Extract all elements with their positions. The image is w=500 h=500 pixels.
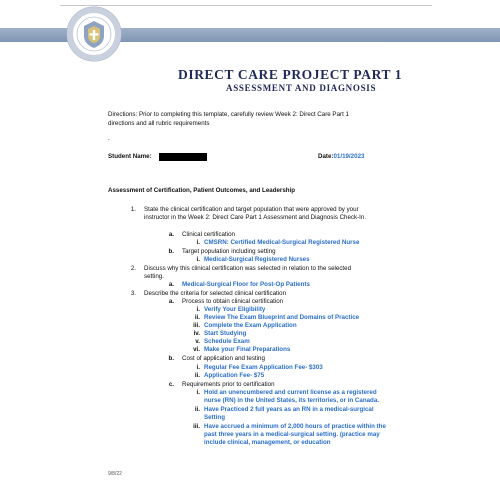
req-ii-numeral: ii. [194, 406, 200, 413]
redacted-student-name [159, 153, 207, 161]
cost-item: Application Fee- $75 [204, 372, 265, 379]
q3c-letter: c. [168, 381, 174, 388]
section-heading: Assessment of Certification, Patient Outcomes, and Leadership [108, 187, 296, 194]
req-i-numeral: i. [196, 389, 200, 396]
step-numeral: ii. [194, 314, 200, 321]
step-numeral: v. [195, 338, 200, 345]
q1-line-2: instructor in the Week 2: Direct Care Part 1 Assessment and Diagnosis Check-In. [144, 214, 367, 221]
q1a-letter: a. [168, 231, 174, 238]
university-seal-logo [66, 6, 122, 62]
step-item: Schedule Exam [204, 338, 250, 345]
document-subtitle: ASSESSMENT AND DIAGNOSIS [226, 83, 377, 93]
req-i-line-2: nurse (RN) in the United States, its territories, or in Canada. [204, 397, 379, 404]
step-numeral: i. [196, 306, 200, 313]
step-item: Complete the Exam Application [204, 322, 297, 329]
document-title: DIRECT CARE PROJECT PART 1 [178, 67, 403, 82]
q1b-letter: b. [168, 248, 174, 255]
q2a-letter: a. [168, 281, 174, 288]
step-numeral: vi. [193, 346, 200, 353]
q1b-i-numeral: i. [196, 256, 200, 263]
req-iii-line-3: include clinical, management, or education [204, 439, 331, 446]
q2-number: 2. [130, 265, 136, 272]
q3a-label: Process to obtain clinical certification [182, 298, 284, 305]
req-ii-line-1: Have Practiced 2 full years as an RN in a medical-surgical [204, 406, 374, 413]
q1b-label: Target population including setting [182, 248, 276, 255]
cost-numeral: i. [196, 364, 200, 371]
q3b-label: Cost of application and testing [182, 355, 265, 362]
q3b-letter: b. [168, 355, 174, 362]
step-item: Verify Your Eligibility [204, 306, 266, 313]
directions-dot: . [108, 135, 110, 142]
req-iii-line-1: Have accrued a minimum of 2,000 hours of practice within the [204, 423, 386, 430]
q2-line-2: setting. [144, 273, 164, 280]
directions-line-1: Directions: Prior to completing this template, carefully review Week 2: Direct Care Part 1 [108, 111, 349, 118]
date-field [318, 153, 364, 161]
q1a-certification: CMSRN: Certified Medical-Surgical Registered Nurse [204, 239, 360, 246]
q1b-population: Medical-Surgical Registered Nurses [204, 256, 310, 263]
q3-line-1: Describe the criteria for selected clinical certification [144, 290, 287, 297]
footer-version: 9/8/22 [108, 471, 122, 477]
step-numeral: iii. [193, 322, 200, 329]
step-numeral: iv. [193, 330, 200, 337]
q1a-label: Clinical certification [182, 231, 235, 238]
req-i-line-1: Hold an unencumbered and current license as a registered [204, 389, 377, 396]
step-item: Make your Final Preparations [204, 346, 291, 353]
cost-item: Regular Fee Exam Application Fee- $303 [204, 364, 323, 371]
q1-number: 1. [130, 206, 136, 213]
req-iii-line-2: past three years in a medical-surgical setting. (practice may [204, 431, 380, 438]
directions-line-2: directions and all rubric requirements [108, 120, 210, 127]
step-item: Review The Exam Blueprint and Domains of Practice [204, 314, 360, 321]
student-name-label: Student Name: [108, 153, 152, 160]
cost-numeral: ii. [194, 372, 200, 379]
date-label: Date: [318, 153, 334, 160]
step-item: Start Studying [204, 330, 247, 337]
q1a-i-numeral: i. [196, 239, 200, 246]
date-value: 01/19/2023 [333, 153, 365, 160]
q2a-setting: Medical-Surgical Floor for Post-Op Patients [182, 281, 310, 288]
q1-line-1: State the clinical certification and target population that were approved by your [144, 206, 359, 213]
q2-line-1: Discuss why this clinical certification was selected in relation to the selected [144, 265, 352, 272]
q3-number: 3. [130, 290, 136, 297]
q3a-letter: a. [168, 298, 174, 305]
req-ii-line-2: Setting [204, 414, 225, 421]
q3c-label: Requirements prior to certification [182, 381, 275, 388]
req-iii-numeral: iii. [193, 423, 200, 430]
